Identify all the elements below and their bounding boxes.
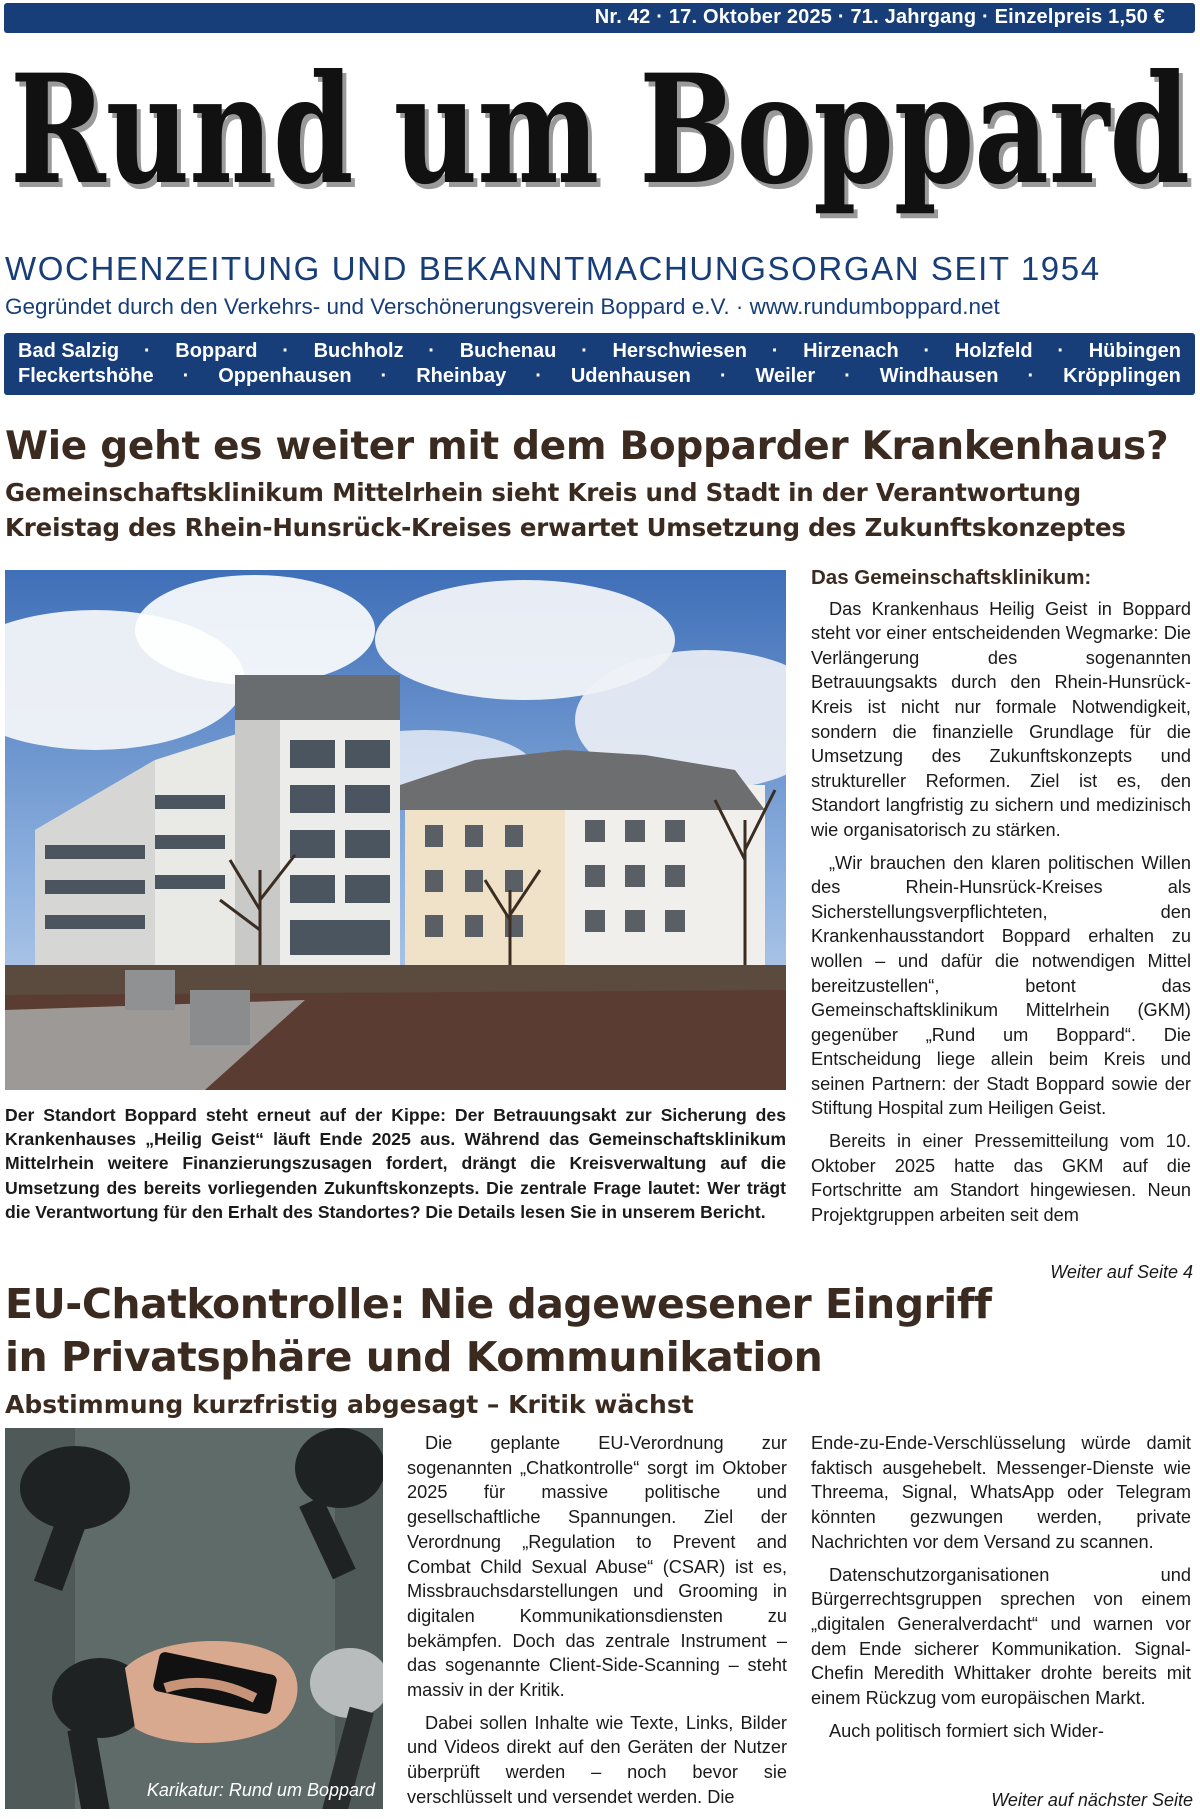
sidebar-heading: Das Gemeinschaftsklinikum:: [811, 566, 1092, 589]
location-item: Rheinbay: [416, 365, 507, 387]
locations-bar: [4, 333, 1195, 395]
article2-headline-line-1: EU-Chatkontrolle: Nie dagewesener Eingriff: [5, 1280, 992, 1328]
location-item: Weiler: [755, 365, 816, 387]
location-separator: ·: [844, 365, 851, 387]
article2-column-2: [811, 1431, 1191, 1751]
article2-subhead: Abstimmung kurzfristig abgesagt – Kritik wächst: [5, 1390, 694, 1419]
article1-paragraph-1: Das Krankenhaus Heilig Geist in Boppard steht vor einer entscheidenden Wegmarke: Die Verlängerung des sogenannten Betrauungsakts durch den Rhein-Hunsrück-Kreis ist nicht nur formale Notwendigkeit, sondern die finanzielle Grundlage für die Umsetzung des Zukunftskonzepts und struktureller Reformen. Ziel ist es, den Standort langfristig zu sichern und medizinisch wie organisatorisch zu stärken.: [811, 598, 1191, 840]
masthead-subtitle: WOCHENZEITUNG UND BEKANNTMACHUNGSORGAN SEIT 1954: [5, 250, 1101, 287]
location-item: Windhausen: [879, 365, 999, 387]
article2-headline-line-2: in Privatsphäre und Kommunikation: [5, 1333, 823, 1381]
locations-row-2: [18, 365, 1181, 388]
hospital-photo-caption: Der Standort Boppard steht erneut auf der Kippe: Der Betrauungsakt zur Sicherung des Krankenhauses „Heilig Geist“ läuft Ende 2025 aus. Während das Gemeinschaftsklinikum Mittelrhein weitere Finanzierungszusagen fordert, drängt die Kreisverwaltung auf die Umsetzung des bereits vorliegenden Zukunftskonzepts. Die zentrale Frage lautet: Wer trägt die Verantwortung für den Erhalt des Standortes? Die Details lesen Sie in unserem Bericht.: [5, 1105, 786, 1222]
location-separator: ·: [1027, 365, 1035, 387]
location-separator: ·: [428, 340, 435, 362]
location-item: Hübingen: [1088, 340, 1181, 362]
article1-subhead-2: Kreistag des Rhein-Hunsrück-Kreises erwartet Umsetzung des Zukunftskonzeptes: [5, 513, 1126, 542]
location-separator: ·: [771, 340, 779, 362]
article2-column-1: [407, 1431, 787, 1818]
locations-row-1: [18, 340, 1181, 363]
article1-sidebar-column: [811, 566, 1191, 1235]
chatcontrol-photo: [5, 1428, 383, 1809]
location-item: Buchholz: [313, 340, 404, 362]
microphones-illustration: [5, 1428, 383, 1809]
location-separator: ·: [535, 365, 542, 387]
location-separator: ·: [143, 340, 151, 362]
location-item: Boppard: [175, 340, 258, 362]
location-separator: ·: [923, 340, 931, 362]
article2-paragraph-2: Dabei sollen Inhalte wie Texte, Links, Bilder und Videos direkt auf den Geräten der Nutzer überprüft werden – noch bevor sie verschlüsselt und versendet werden. Die: [407, 1712, 787, 1807]
location-item: Herschwiesen: [612, 340, 747, 362]
article2-continued-link[interactable]: Weiter auf nächster Seite: [991, 1790, 1193, 1810]
location-item: Holzfeld: [954, 340, 1033, 362]
location-item: Buchenau: [459, 340, 557, 362]
masthead-founded-line: Gegründet durch den Verkehrs- und Verschönerungsverein Boppard e.V. · www.rundumboppard.net: [5, 294, 1000, 319]
article1-subhead-1: Gemeinschaftsklinikum Mittelrhein sieht Kreis und Stadt in der Verantwortung: [5, 478, 1081, 507]
article1-paragraph-3: Bereits in einer Pressemitteilung vom 10. Oktober 2025 hatte das GKM auf die Fortschritte am Standort hingewiesen. Neun Projektgruppen arbeiten seit dem: [811, 1131, 1191, 1225]
issue-info: Nr. 42 · 17. Oktober 2025 · 71. Jahrgang · Einzelpreis 1,50 €: [594, 6, 1165, 28]
masthead-title-svg: [0, 50, 1200, 220]
article2-paragraph-5: Auch politisch formiert sich Wider-: [829, 1720, 1104, 1741]
issue-bar: [4, 3, 1195, 33]
location-item: Oppenhausen: [218, 365, 352, 387]
location-item: Kröpplingen: [1063, 365, 1181, 387]
location-separator: ·: [182, 365, 190, 387]
masthead: [0, 50, 1200, 220]
hospital-illustration: [5, 570, 786, 1090]
location-item: Udenhausen: [570, 365, 691, 387]
location-separator: ·: [719, 365, 727, 387]
masthead-title-shadow: Rund um Boppard: [14, 50, 1194, 220]
article1-continued-link[interactable]: Weiter auf Seite 4: [1050, 1262, 1193, 1282]
article2-paragraph-4: Datenschutzorganisationen und Bürgerrechtsgruppen sprechen von einem „digitalen Generalverdacht“ und warnen vor dem Ende sicherer Kommunikation. Signal-Chefin Meredith Whittaker drohte bereits mit einem Rückzug vom europäischen Markt.: [811, 1564, 1191, 1709]
location-separator: ·: [282, 340, 289, 362]
location-separator: ·: [1057, 340, 1064, 362]
location-item: Fleckertshöhe: [18, 365, 154, 387]
location-item: Hirzenach: [803, 340, 899, 362]
location-separator: ·: [380, 365, 388, 387]
location-separator: ·: [581, 340, 588, 362]
location-item: Bad Salzig: [18, 340, 120, 362]
article1-paragraph-2: „Wir brauchen den klaren politischen Willen des Rhein-Hunsrück-Kreises als Sicherstellungsverpflichteten, den Krankenhausstandort Boppard erhalten zu wollen – und dafür die notwendigen Mittel bereitzustellen“, betont das Gemeinschaftsklinikum Mittelrhein (GKM) gegenüber „Rund um Boppard“. Die Entscheidung liege allein beim Kreis und seinen Partnern: der Stadt Boppard sowie der Stiftung Hospital zum Heiligen Geist.: [811, 852, 1191, 1119]
masthead-title: Rund um Boppard: [10, 50, 1190, 218]
hospital-photo: [5, 570, 786, 1090]
article2-paragraph-3: Ende-zu-Ende-Verschlüsselung würde damit faktisch ausgehebelt. Messenger-Dienste wie Threema, Signal, WhatsApp oder Telegram könnten gezwungen werden, private Nachrichten vor dem Versand zu scannen.: [811, 1433, 1191, 1552]
photo-credit: Karikatur: Rund um Boppard: [146, 1780, 375, 1800]
article2-paragraph-1: Die geplante EU-Verordnung zur sogenannten „Chatkontrolle“ sorgt im Oktober 2025 für massive politische und gesellschaftliche Spannungen. Ziel der Verordnung „Regulation to Prevent and Combat Child Sexual Abuse“ (CSAR) ist es, Missbrauchsdarstellungen und Grooming in digitalen Kommunikationsdiensten zu bekämpfen. Doch das zentrale Instrument – das sogenannte Client-Side-Scanning – steht massiv in der Kritik.: [407, 1433, 787, 1701]
article1-headline: Wie geht es weiter mit dem Bopparder Krankenhaus?: [5, 424, 1169, 469]
